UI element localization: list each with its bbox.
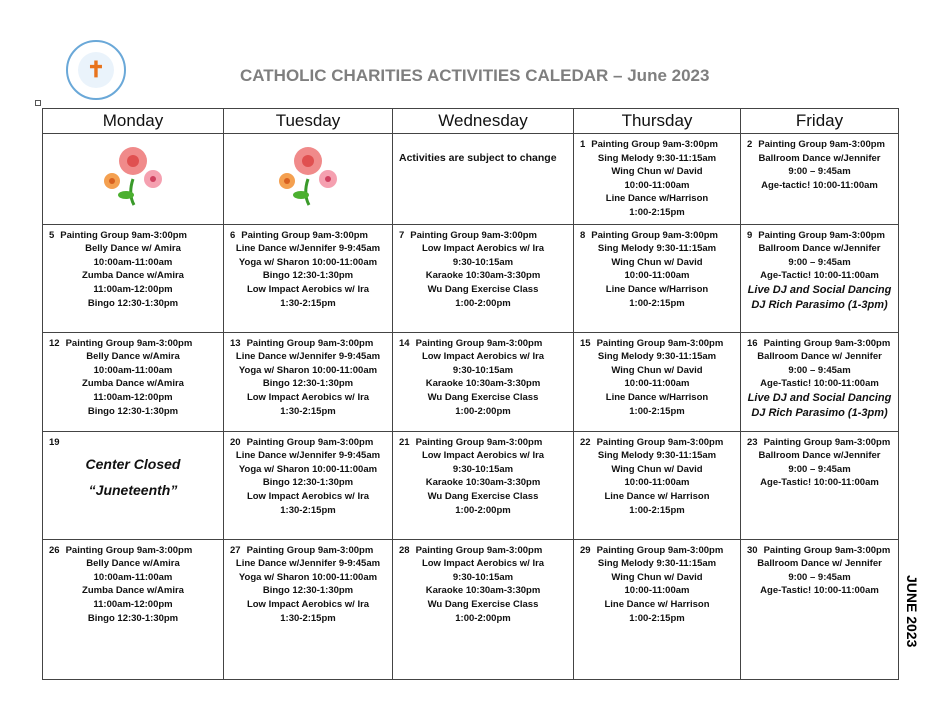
activity-text: Painting Group 9am-3:00pm — [246, 436, 374, 448]
activity-line: 10:00-11:00am — [624, 585, 690, 597]
activity-line: Belly Dance w/Amira — [86, 351, 180, 363]
activity-line: Bingo 12:30-1:30pm — [87, 612, 179, 624]
activity-line — [747, 337, 892, 351]
day-number: 19 — [49, 436, 60, 448]
day-number: 28 — [399, 544, 410, 556]
activity-line: Zumba Dance w/Amira — [82, 378, 184, 390]
day-cell — [741, 224, 899, 332]
schedule-note: Activities are subject to change — [399, 152, 557, 164]
activity-line — [580, 436, 734, 450]
activity-line: Ballroom Dance w/Jennifer — [758, 152, 881, 164]
activity-line: Age-tactic! 10:00-11:00am — [761, 179, 878, 191]
activity-text: Painting Group 9am-3:00pm — [758, 229, 885, 241]
activity-text: Painting Group 9am-3:00pm — [60, 229, 187, 241]
activity-line: Bingo 12:30-1:30pm — [262, 270, 354, 282]
activity-line — [580, 138, 734, 152]
day-cell — [393, 332, 574, 431]
activity-line: Wing Chun w/ David — [611, 463, 703, 475]
day-number: 14 — [399, 337, 410, 349]
activity-line — [49, 337, 217, 351]
activity-line: 9:30-10:15am — [452, 364, 514, 376]
activity-line: Wu Dang Exercise Class — [427, 490, 539, 502]
activity-line — [399, 436, 567, 450]
activity-line: Belly Dance w/Amira — [86, 558, 180, 570]
day-cell — [393, 431, 574, 539]
activity-line: Yoga w/ Sharon 10:00-11:00am — [238, 364, 378, 376]
day-number: 6 — [230, 229, 236, 241]
activity-line: Wing Chun w/ David — [611, 364, 703, 376]
activity-line: Sing Melody 9:30-11:15am — [597, 450, 717, 462]
activity-line: Karaoke 10:30am-3:30pm — [425, 477, 541, 489]
activity-text: Painting Group 9am-3:00pm — [410, 229, 537, 241]
activity-line — [580, 544, 734, 558]
activity-line: Age-Tastic! 10:00-11:00am — [760, 378, 879, 390]
activity-line: 9:00 – 9:45am — [788, 166, 851, 178]
activity-text: Painting Group 9am-3:00pm — [763, 436, 891, 448]
day-cell — [224, 332, 393, 431]
day-number: 29 — [580, 544, 591, 556]
day-number: 23 — [747, 436, 758, 448]
day-number: 13 — [230, 337, 241, 349]
activity-line: Sing Melody 9:30-11:15am — [597, 351, 717, 363]
activity-line: 10:00-11:00am — [624, 378, 690, 390]
activity-line — [580, 229, 734, 243]
day-header-monday: Monday — [43, 109, 224, 134]
activity-line: 1:00-2:15pm — [629, 504, 685, 516]
activity-text: Painting Group 9am-3:00pm — [596, 436, 724, 448]
activity-line: 9:00 – 9:45am — [788, 463, 851, 475]
activity-line: Age-Tastic! 10:00-11:00am — [760, 585, 879, 597]
activity-line — [230, 544, 386, 558]
activity-text: Painting Group 9am-3:00pm — [591, 229, 718, 241]
activity-text: Painting Group 9am-3:00pm — [591, 139, 718, 150]
activity-line: Wu Dang Exercise Class — [427, 391, 539, 403]
activity-line: 10:00-11:00am — [624, 477, 690, 489]
day-cell — [393, 539, 574, 679]
activity-line: Line Dance w/Jennifer 9-9:45am — [235, 243, 381, 255]
activity-line: Sing Melody 9:30-11:15am — [597, 243, 717, 255]
activity-line: 1:00-2:15pm — [629, 206, 685, 218]
activity-line — [580, 337, 734, 351]
day-cell — [741, 134, 899, 225]
activity-line — [230, 436, 386, 450]
activity-line: Low Impact Aerobics w/ Ira — [421, 243, 545, 255]
activity-line: 9:30-10:15am — [452, 463, 514, 475]
activity-line: Zumba Dance w/Amira — [82, 270, 184, 282]
activity-line: Age-Tastic! 10:00-11:00am — [760, 477, 879, 489]
activity-text: Painting Group 9am-3:00pm — [65, 337, 193, 349]
activity-line: 1:00-2:00pm — [455, 297, 511, 309]
day-cell — [393, 134, 574, 225]
activity-line: Karaoke 10:30am-3:30pm — [425, 270, 541, 282]
flower-illustration-icon — [230, 138, 386, 208]
activity-line: 9:30-10:15am — [452, 256, 514, 268]
day-number: 22 — [580, 436, 591, 448]
week-row — [43, 134, 899, 225]
activity-text: Painting Group 9am-3:00pm — [596, 544, 724, 556]
activity-line: Low Impact Aerobics w/ Ira — [246, 391, 370, 403]
activity-line: Bingo 12:30-1:30pm — [262, 477, 354, 489]
activity-line: Wing Chun w/ David — [611, 166, 703, 178]
day-cell — [574, 332, 741, 431]
activity-text: Painting Group 9am-3:00pm — [763, 337, 891, 349]
activity-line: 10:00-11:00am — [624, 270, 690, 282]
activity-line: Ballroom Dance w/ Jennifer — [757, 351, 882, 363]
activity-line: Bingo 12:30-1:30pm — [262, 585, 354, 597]
activity-line — [399, 337, 567, 351]
day-cell — [224, 224, 393, 332]
activity-line: Wing Chun w/ David — [611, 571, 703, 583]
week-row — [43, 224, 899, 332]
activity-line: Line Dance w/Jennifer 9-9:45am — [235, 450, 381, 462]
activity-line — [230, 229, 386, 243]
day-number: 7 — [399, 229, 405, 241]
day-cell — [574, 539, 741, 679]
activity-line: 10:00am-11:00am — [93, 364, 173, 376]
activity-text: Painting Group 9am-3:00pm — [246, 337, 374, 349]
activity-line: 9:00 – 9:45am — [788, 256, 851, 268]
day-cell — [574, 134, 741, 225]
activity-text: Painting Group 9am-3:00pm — [65, 544, 193, 556]
activity-line: Zumba Dance w/Amira — [82, 585, 184, 597]
activity-line: Low Impact Aerobics w/ Ira — [246, 490, 370, 502]
activity-line: 1:00-2:00pm — [455, 612, 511, 624]
activity-line: 1:00-2:00pm — [455, 504, 511, 516]
activity-text: Painting Group 9am-3:00pm — [763, 544, 891, 556]
day-number: 26 — [49, 544, 60, 556]
day-cell — [224, 431, 393, 539]
day-number: 8 — [580, 229, 586, 241]
day-header-friday: Friday — [741, 109, 899, 134]
activity-line — [230, 337, 386, 351]
page-title: CATHOLIC CHARITIES ACTIVITIES CALEDAR – June 2023 — [240, 66, 710, 85]
activity-line: Line Dance w/Jennifer 9-9:45am — [235, 558, 381, 570]
day-cell — [43, 224, 224, 332]
activity-text: Painting Group 9am-3:00pm — [241, 229, 368, 241]
special-event-line: DJ Rich Parasimo (1-3pm) — [751, 298, 888, 311]
activity-line: Karaoke 10:30am-3:30pm — [425, 585, 541, 597]
side-month-label: JUNE 2023 — [904, 575, 920, 648]
closure-notice: Center Closed — [85, 456, 181, 473]
day-number: 20 — [230, 436, 241, 448]
day-cell — [43, 539, 224, 679]
activity-line: Line Dance w/Harrison — [605, 283, 709, 295]
day-number: 12 — [49, 337, 60, 349]
activity-line: Bingo 12:30-1:30pm — [262, 378, 354, 390]
activity-line: Karaoke 10:30am-3:30pm — [425, 378, 541, 390]
activity-line: 1:30-2:15pm — [280, 297, 336, 309]
activity-line: Line Dance w/Jennifer 9-9:45am — [235, 351, 381, 363]
activity-line: Ballroom Dance w/Jennifer — [758, 243, 881, 255]
activity-line: Line Dance w/ Harrison — [604, 490, 710, 502]
activity-text: Painting Group 9am-3:00pm — [415, 436, 543, 448]
activity-line — [49, 544, 217, 558]
day-header-wednesday: Wednesday — [393, 109, 574, 134]
activity-line: Belly Dance w/ Amira — [85, 243, 181, 255]
activity-line: 1:30-2:15pm — [280, 504, 336, 516]
activity-line: 1:00-2:15pm — [629, 612, 685, 624]
activity-line: 1:00-2:00pm — [455, 405, 511, 417]
activity-line: Ballroom Dance w/Jennifer — [758, 450, 881, 462]
activity-line: 9:00 – 9:45am — [788, 571, 851, 583]
activity-text: Painting Group 9am-3:00pm — [758, 139, 885, 150]
activity-line: Low Impact Aerobics w/ Ira — [421, 351, 545, 363]
activity-line — [747, 436, 892, 450]
activity-text: Painting Group 9am-3:00pm — [596, 337, 724, 349]
calendar-table — [42, 108, 899, 680]
activity-line: 11:00am-12:00pm — [93, 598, 173, 610]
activity-line: 1:00-2:15pm — [629, 405, 685, 417]
activity-line: Sing Melody 9:30-11:15am — [597, 152, 717, 164]
day-cell — [43, 431, 224, 539]
activity-line: Wu Dang Exercise Class — [427, 598, 539, 610]
activity-line — [747, 138, 892, 152]
day-cell — [741, 431, 899, 539]
activity-line: Low Impact Aerobics w/ Ira — [421, 558, 545, 570]
day-number: 9 — [747, 229, 753, 241]
day-number: 1 — [580, 139, 586, 150]
day-cell — [393, 224, 574, 332]
activity-line: Sing Melody 9:30-11:15am — [597, 558, 717, 570]
activity-line: 10:00am-11:00am — [93, 256, 173, 268]
activity-line: 1:30-2:15pm — [280, 405, 336, 417]
day-cell — [224, 539, 393, 679]
special-event-line: DJ Rich Parasimo (1-3pm) — [751, 406, 888, 419]
week-row — [43, 539, 899, 679]
activity-line: 9:30-10:15am — [452, 571, 514, 583]
activity-line — [49, 229, 217, 243]
activity-text: Painting Group 9am-3:00pm — [415, 544, 543, 556]
day-header-thursday: Thursday — [574, 109, 741, 134]
day-number: 21 — [399, 436, 410, 448]
activity-line: 10:00-11:00am — [624, 179, 690, 191]
activity-line: Wing Chun w/ David — [611, 256, 703, 268]
week-row — [43, 431, 899, 539]
day-number: 15 — [580, 337, 591, 349]
activity-line: Ballroom Dance w/ Jennifer — [757, 558, 882, 570]
activity-line: Yoga w/ Sharon 10:00-11:00am — [238, 571, 378, 583]
activity-line: Line Dance w/ Harrison — [604, 598, 710, 610]
day-number: 5 — [49, 229, 55, 241]
day-cell — [224, 134, 393, 225]
activity-line: Bingo 12:30-1:30pm — [87, 297, 179, 309]
activity-line: 1:00-2:15pm — [629, 297, 685, 309]
activity-line — [399, 544, 567, 558]
flower-illustration-icon — [49, 138, 217, 208]
day-cell — [741, 539, 899, 679]
activity-line: 1:30-2:15pm — [280, 612, 336, 624]
activity-line: Age-Tactic! 10:00-11:00am — [760, 270, 879, 282]
activity-line: Low Impact Aerobics w/ Ira — [246, 598, 370, 610]
special-event-line: Live DJ and Social Dancing — [747, 283, 892, 296]
day-cell — [43, 134, 224, 225]
catholic-charities-logo — [66, 40, 126, 100]
activity-line: 10:00am-11:00am — [93, 571, 173, 583]
day-number: 16 — [747, 337, 758, 349]
activity-line: Bingo 12:30-1:30pm — [87, 405, 179, 417]
activity-line — [747, 544, 892, 558]
day-cell — [574, 431, 741, 539]
activity-line: 9:00 – 9:45am — [788, 364, 851, 376]
day-cell — [574, 224, 741, 332]
closure-notice: “Juneteenth” — [88, 482, 178, 499]
day-number: 2 — [747, 139, 753, 150]
activity-line: 11:00am-12:00pm — [93, 391, 173, 403]
activity-text: Painting Group 9am-3:00pm — [246, 544, 374, 556]
activity-line: Yoga w/ Sharon 10:00-11:00am — [238, 256, 378, 268]
activity-line: Low Impact Aerobics w/ Ira — [421, 450, 545, 462]
activity-line: Line Dance w/Harrison — [605, 391, 709, 403]
activity-line: Wu Dang Exercise Class — [427, 283, 539, 295]
table-move-handle[interactable] — [35, 100, 41, 106]
activity-line — [747, 229, 892, 243]
activity-line: Low Impact Aerobics w/ Ira — [246, 283, 370, 295]
activity-line: Yoga w/ Sharon 10:00-11:00am — [238, 463, 378, 475]
day-header-tuesday: Tuesday — [224, 109, 393, 134]
week-row — [43, 332, 899, 431]
activity-text: Painting Group 9am-3:00pm — [415, 337, 543, 349]
day-number: 27 — [230, 544, 241, 556]
activity-line: Line Dance w/Harrison — [605, 193, 709, 205]
activity-line: 11:00am-12:00pm — [93, 283, 173, 295]
day-number: 30 — [747, 544, 758, 556]
day-cell — [43, 332, 224, 431]
day-cell — [741, 332, 899, 431]
activity-line — [399, 229, 567, 243]
logo-cross-icon: ✝ — [78, 52, 114, 88]
special-event-line: Live DJ and Social Dancing — [747, 391, 892, 404]
